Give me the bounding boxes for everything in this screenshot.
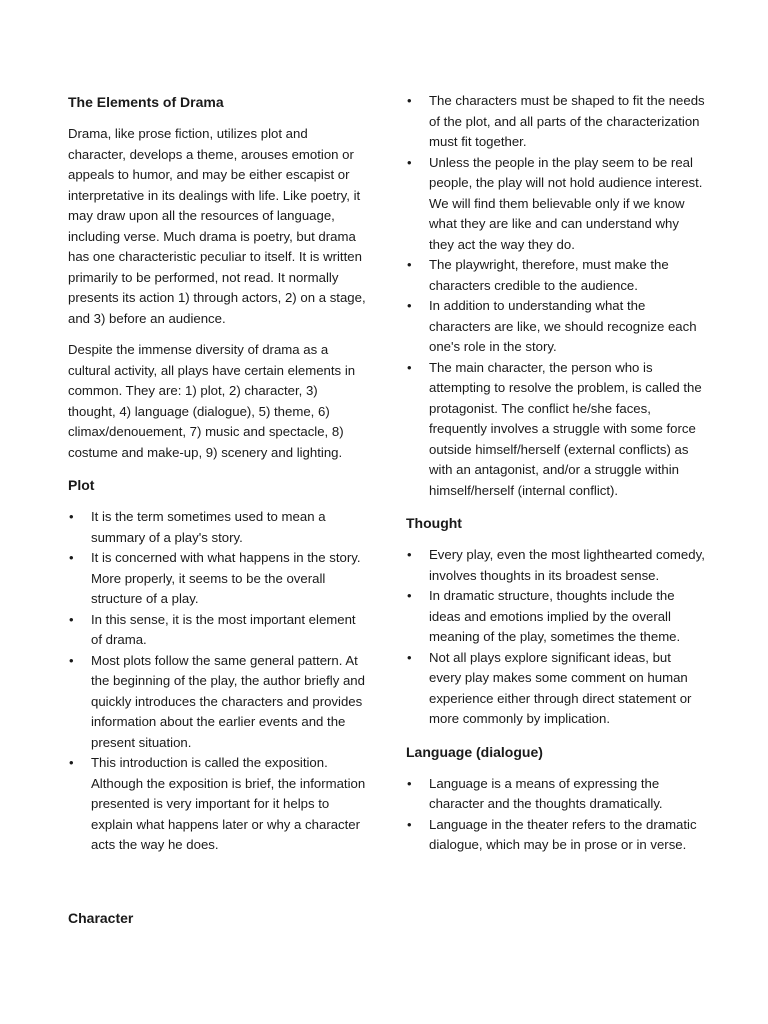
list-item-text: Most plots follow the same general pattern. At the beginning of the play, the author briefly and quickly introduces the characters and provides information about the earlier events and the present situation. bbox=[91, 652, 365, 750]
bullet-icon: • bbox=[69, 755, 74, 770]
list-item-text: Every play, even the most lighthearted comedy, involves thoughts in its broadest sense. bbox=[429, 547, 705, 583]
bullet-icon: • bbox=[407, 649, 412, 665]
intro-paragraph-2: Despite the immense diversity of drama as a cultural activity, all plays have certain elements in common. They are: 1) plot, 2) character, 3) thought, 4) language (dialogue), 5) theme, 6) climax/denouement, 7) music and spectacle, 8) costume and make-up, 9) scenery and lighting. bbox=[68, 342, 356, 460]
list-item-text: The main character, the person who is attempting to resolve the problem, is called the protagonist. The conflict he/she faces, frequently involves a struggle with some force outside himself/herself (external conflicts) as with an antagonist, and/or a struggle within himself/herself (internal conflict). bbox=[429, 359, 702, 498]
list-item-text: The playwright, therefore, must make the characters credible to the audience. bbox=[429, 257, 669, 293]
list-item bbox=[406, 91, 706, 153]
language-heading: Language (dialogue) bbox=[406, 743, 543, 760]
list-item-text: It is concerned with what happens in the story. More properly, it seems to be the overall structure of a play. bbox=[91, 550, 361, 606]
list-item bbox=[406, 648, 706, 730]
list-item-text: The characters must be shaped to fit the needs of the plot, and all parts of the characterization must fit together. bbox=[429, 93, 705, 149]
language-list bbox=[406, 774, 706, 856]
intro-paragraph-1: Drama, like prose fiction, utilizes plot and character, develops a theme, arouses emotion or appeals to humor, and may be either escapist or interpretative in its dealings with life. Like poetry, it may draw upon all the resources of language, including verse. Much drama is poetry, but drama has one characteristic peculiar to itself. It is written primarily to be performed, not read. It normally presents its action 1) through actors, 2) on a stage, and 3) before an audience. bbox=[68, 126, 366, 326]
character-heading: Character bbox=[68, 909, 134, 926]
bullet-icon: • bbox=[69, 509, 74, 524]
list-item-text: Language in the theater refers to the dramatic dialogue, which may be in prose or in verse. bbox=[429, 816, 697, 852]
list-item bbox=[68, 507, 368, 548]
bullet-icon: • bbox=[407, 588, 412, 603]
character-list bbox=[406, 91, 706, 501]
list-item-text: It is the term sometimes used to mean a summary of a play's story. bbox=[91, 509, 326, 545]
thought-list bbox=[406, 545, 706, 730]
list-item-text: In this sense, it is the most important element of drama. bbox=[91, 611, 356, 647]
list-item bbox=[406, 296, 706, 358]
list-item bbox=[68, 548, 368, 610]
list-item bbox=[68, 651, 368, 754]
list-item-text: Not all plays explore significant ideas, but every play makes some comment on human experience either through direct statement or more commonly by implication. bbox=[429, 649, 692, 726]
bullet-icon: • bbox=[407, 775, 412, 791]
bullet-icon: • bbox=[407, 257, 412, 272]
list-item bbox=[406, 545, 706, 586]
list-item bbox=[406, 153, 706, 256]
list-item-text: In addition to understanding what the characters are like, we should recognize each one's role in the story. bbox=[429, 298, 697, 354]
spacer bbox=[68, 867, 368, 907]
thought-heading: Thought bbox=[406, 515, 462, 531]
list-item-text: Language is a means of expressing the character and the thoughts dramatically. bbox=[429, 775, 663, 811]
document-title: The Elements of Drama bbox=[68, 94, 224, 110]
list-item bbox=[406, 586, 706, 648]
left-column bbox=[68, 91, 368, 940]
right-column bbox=[406, 91, 706, 867]
list-item-text: This introduction is called the exposition. Although the exposition is brief, the information presented is very important for it helps to explain what happens later or why a character acts the way he does. bbox=[91, 755, 366, 852]
bullet-icon: • bbox=[407, 547, 412, 562]
bullet-icon: • bbox=[69, 611, 74, 627]
bullet-icon: • bbox=[407, 359, 412, 375]
plot-list bbox=[68, 507, 368, 856]
plot-heading: Plot bbox=[68, 477, 95, 493]
bullet-icon: • bbox=[407, 154, 412, 170]
bullet-icon: • bbox=[69, 550, 74, 565]
list-item bbox=[406, 255, 706, 296]
list-item-text: In dramatic structure, thoughts include the ideas and emotions implied by the overall meaning of the play, sometimes the theme. bbox=[429, 588, 681, 644]
list-item bbox=[68, 610, 368, 651]
list-item-text: Unless the people in the play seem to be real people, the play will not hold audience interest. We will find them believable only if we know what they are like and can understand why they act the way they do. bbox=[429, 154, 703, 252]
bullet-icon: • bbox=[407, 298, 412, 313]
bullet-icon: • bbox=[407, 93, 412, 108]
list-item bbox=[406, 815, 706, 856]
list-item bbox=[406, 774, 706, 815]
bullet-icon: • bbox=[407, 816, 412, 832]
list-item bbox=[68, 753, 368, 856]
list-item bbox=[406, 358, 706, 502]
bullet-icon: • bbox=[69, 652, 74, 668]
